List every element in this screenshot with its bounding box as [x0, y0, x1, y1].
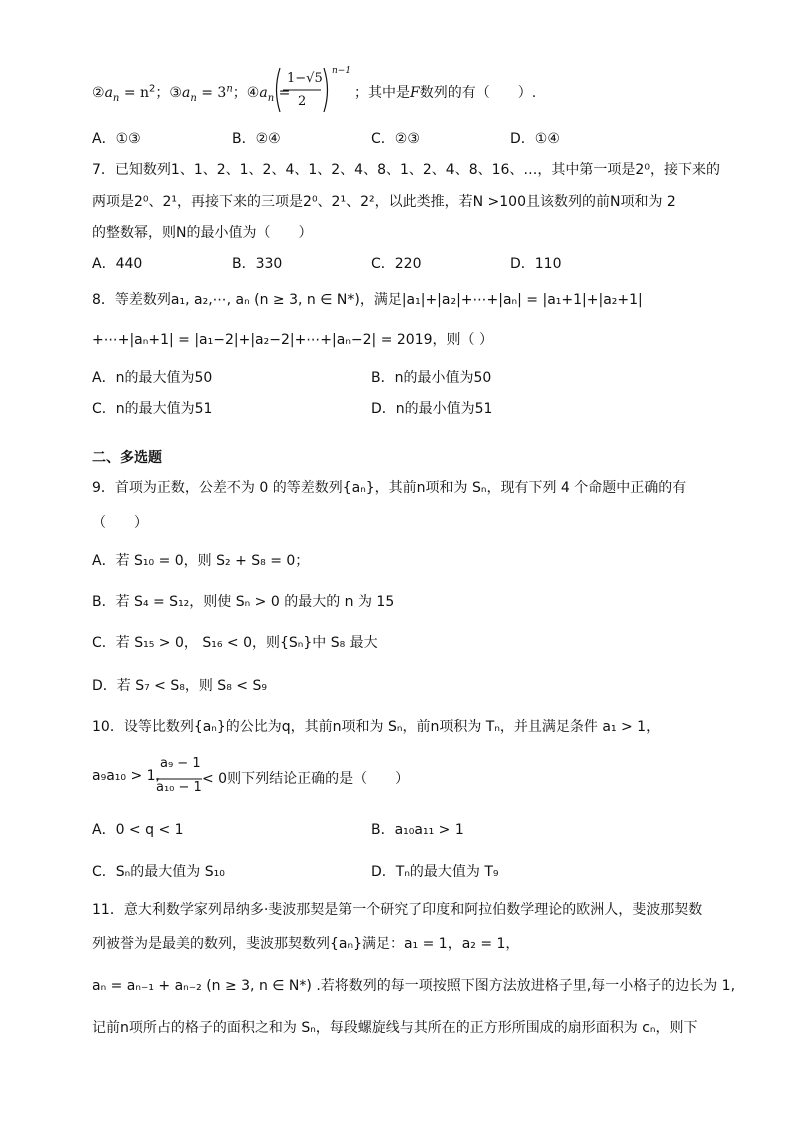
q7-option-b[interactable]: B．330 — [232, 256, 283, 272]
q10-option-d[interactable]: D．Tₙ的最大值为 T₉ — [371, 864, 499, 880]
q7-line-1: 7．已知数列1、1、2、1、2、4、1、2、4、8、1、2、4、8、16、…，其中第一项是2⁰，接下来的 — [92, 162, 720, 178]
q8-option-a[interactable]: A．n的最大值为50 — [92, 370, 213, 386]
q10-line-1: 10．设等比数列{aₙ}的公比为q，其前n项和为 Sₙ，前n项积为 Tₙ，并且满足条件 a₁ > 1， — [92, 719, 661, 735]
q6-frac-den: 2 — [298, 94, 307, 109]
q11-line-4: 记前n项所占的格子的面积之和为 Sₙ，每段螺旋线与其所在的正方形所围成的扇形面积为 cₙ，则下 — [92, 1020, 698, 1036]
q8-option-c[interactable]: C．n的最大值为51 — [92, 401, 213, 417]
q11-line-2: 列被誉为是最美的数列，斐波那契数列{aₙ}满足：a₁ = 1，a₂ = 1， — [92, 936, 520, 952]
q11-line-3: aₙ = aₙ₋₁ + aₙ₋₂ (n ≥ 3, n ∈ N*) .若将数列的每一项按照下图方法放进格子里,每一小格子的边长为 1, — [92, 978, 736, 994]
q8-option-b[interactable]: B．n的最小值为50 — [371, 370, 492, 386]
q9-option-b[interactable]: B．若 S₄ = S₁₂，则使 Sₙ > 0 的最大的 n 为 15 — [92, 594, 395, 610]
q6-exponent: n−1 — [332, 66, 352, 76]
q11-line-1: 11．意大利数学家列昂纳多·斐波那契是第一个研究了印度和阿拉伯数学理论的欧洲人，斐波那契数 — [92, 902, 703, 918]
document-page: $②a_n = n^2$；$③a_n = 3^n$；$④a_n$ = 1−√5 2 n−1 ；其中是F数列的有（ ）. A．①③ B．②④ C．②③ D．①④ 7．已知数列1、1、2、1、2、4、1、2、4、8、1、2、4、8、16、…，其中第一项是2⁰，接下来的 两项是2⁰、2¹，再接下来的三项是2⁰、2¹、2²，以此类推，若N >100且该数列的前N项和为 2 的整数幂，则N的最小值为（ ） A．440 B．330 C．220 D．110 8．等差数列a₁, a₂,⋯, aₙ (n ≥ 3, n ∈ N*)，满足|a₁|+|a₂|+⋯+|aₙ| = |a₁+1|+|a₂+1| +⋯+|aₙ+1| = |a₁−2|+|a₂−2|+⋯+|aₙ−2| = 2019，则（ ） A．n的最大值为50 B．n的最小值为50 C．n的最大值为51 D．n的最小值为51 二、多选题 9．首项为正数，公差不为 0 的等差数列{aₙ}，其前n项和为 Sₙ，现有下列 4 个命题中正确的有 （ ） A．若 S₁₀ = 0，则 S₂ + S₈ = 0； B．若 S₄ = S₁₂，则使 Sₙ > 0 的最大的 n 为 15 C．若 S₁₅ > 0， S₁₆ < 0，则{Sₙ}中 S₈ 最大 D．若 S₇ < S₈，则 S₈ < S₉ 10．设等比数列{aₙ}的公比为q，其前n项和为 Sₙ，前n项积为 Tₙ，并且满足条件 a₁ > 1， a₉a₁₀ > 1, a₉ − 1 a₁₀ − 1 < 0则下列结论正确的是（ ） A．0 < q < 1 B．a₁₀a₁₁ > 1 C．Sₙ的最大值为 S₁₀ D．Tₙ的最大值为 T₉ 11．意大利数学家列昂纳多·斐波那契是第一个研究了印度和阿拉伯数学理论的欧洲人，斐波那契数 列被誉为是最美的数列，斐波那契数列{aₙ}满足：a₁ = 1，a₂ = 1， aₙ = aₙ₋₁ + aₙ₋₂ (n ≥ 3, n ∈ N*) .若将数列的每一项按照下图方法放进格子里,每一小格子的边长为 1, 记前n项所占的格子的面积之和为 Sₙ，每段螺旋线与其所在的正方形所围成的扇形面积为 cₙ，则下 — [92, 66, 736, 1036]
q7-line-3: 的整数幂，则N的最小值为（ ） — [92, 225, 313, 241]
q10-frac-den: a₁₀ − 1 — [156, 780, 202, 795]
q6-option-a[interactable]: A．①③ — [92, 131, 141, 147]
q6-option-b[interactable]: B．②④ — [232, 131, 281, 147]
q8-line-2: +⋯+|aₙ+1| = |a₁−2|+|a₂−2|+⋯+|aₙ−2| = 2019，则（ ） — [92, 332, 493, 348]
q9-option-d[interactable]: D．若 S₇ < S₈，则 S₈ < S₉ — [92, 678, 267, 694]
q7-option-d[interactable]: D．110 — [510, 256, 562, 272]
q8-line-1: 8．等差数列a₁, a₂,⋯, aₙ (n ≥ 3, n ∈ N*)，满足|a₁|+|a₂|+⋯+|aₙ| = |a₁+1|+|a₂+1| — [92, 292, 643, 308]
q9-option-c[interactable]: C．若 S₁₅ > 0， S₁₆ < 0，则{Sₙ}中 S₈ 最大 — [92, 635, 378, 651]
q7-option-c[interactable]: C．220 — [371, 256, 422, 272]
q10-option-c[interactable]: C．Sₙ的最大值为 S₁₀ — [92, 864, 225, 880]
q6-option-c[interactable]: C．②③ — [371, 131, 420, 147]
q6-frac-num: 1−√5 — [287, 71, 323, 86]
q7-line-2: 两项是2⁰、2¹，再接下来的三项是2⁰、2¹、2²，以此类推，若N >100且该数列的前N项和为 2 — [92, 194, 676, 210]
q9-option-a[interactable]: A．若 S₁₀ = 0，则 S₂ + S₈ = 0； — [92, 553, 310, 569]
q10-frac-num: a₉ − 1 — [160, 756, 201, 771]
q6-option-d[interactable]: D．①④ — [510, 131, 560, 147]
q9-line-2: （ ） — [92, 515, 148, 531]
q10-option-b[interactable]: B．a₁₀a₁₁ > 1 — [371, 822, 464, 838]
q8-option-d[interactable]: D．n的最小值为51 — [371, 401, 493, 417]
q10-option-a[interactable]: A．0 < q < 1 — [92, 822, 184, 838]
section-title-multi-choice: 二、多选题 — [92, 450, 162, 466]
q7-option-a[interactable]: A．440 — [92, 256, 143, 272]
q9-line-1: 9．首项为正数，公差不为 0 的等差数列{aₙ}，其前n项和为 Sₙ，现有下列 4 个命题中正确的有 — [92, 480, 687, 496]
